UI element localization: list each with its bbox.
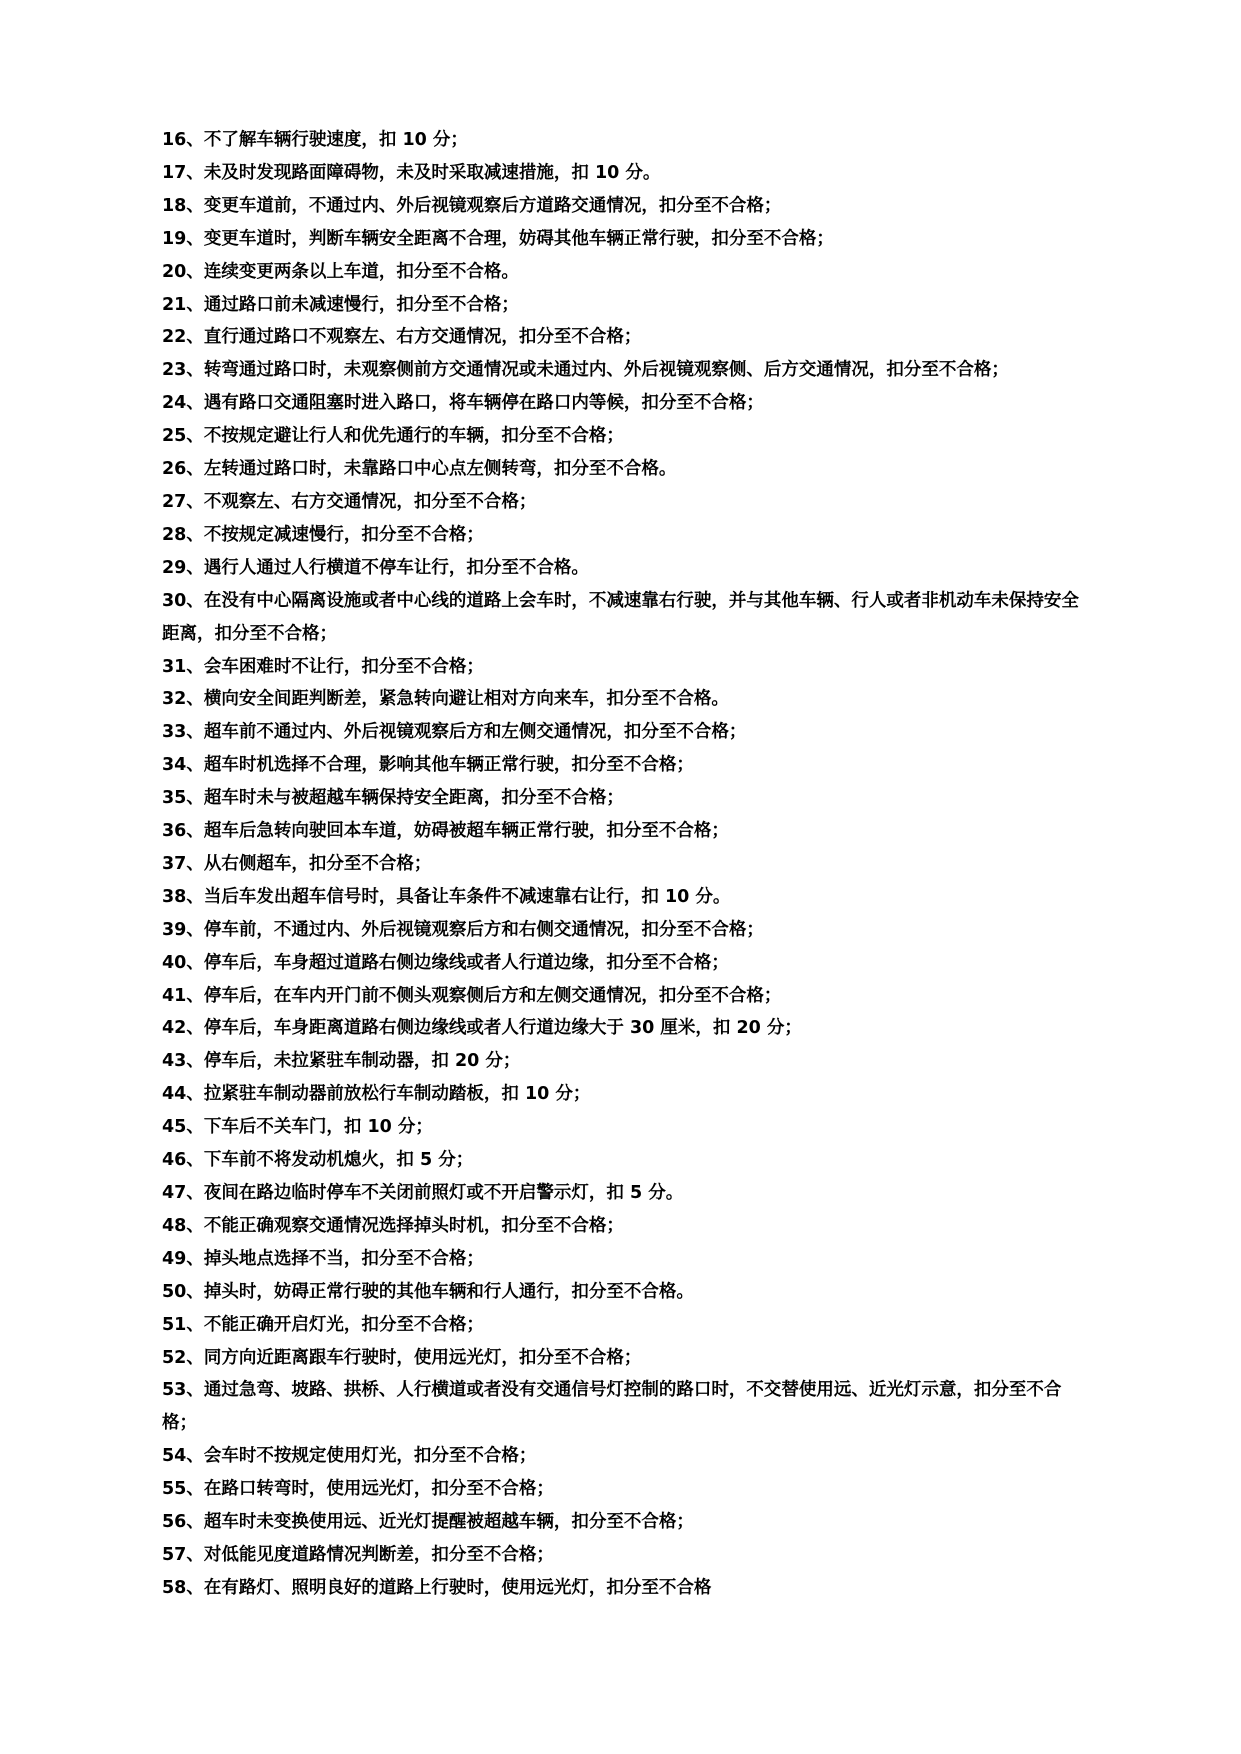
rule-item: 34、超车时机选择不合理，影响其他车辆正常行驶，扣分至不合格； <box>162 755 694 776</box>
rule-item: 28、不按规定减速慢行，扣分至不合格； <box>162 524 484 545</box>
rule-item: 29、遇行人通过人行横道不停车让行，扣分至不合格。 <box>162 557 589 578</box>
rule-item: 36、超车后急转向驶回本车道，妨碍被超车辆正常行驶，扣分至不合格； <box>162 821 729 842</box>
rule-item: 45、下车后不关车门，扣 10 分； <box>162 1117 433 1138</box>
rule-item: 52、同方向近距离跟车行驶时，使用远光灯，扣分至不合格； <box>162 1347 642 1368</box>
rule-item: 26、左转通过路口时，未靠路口中心点左侧转弯，扣分至不合格。 <box>162 459 677 480</box>
rule-item: 41、停车后，在车内开门前不侧头观察侧后方和左侧交通情况，扣分至不合格； <box>162 985 782 1006</box>
rule-item: 35、超车时未与被超越车辆保持安全距离，扣分至不合格； <box>162 788 624 809</box>
rule-item: 39、停车前，不通过内、外后视镜观察后方和右侧交通情况，扣分至不合格； <box>162 919 764 940</box>
rule-item: 38、当后车发出超车信号时，具备让车条件不减速靠右让行，扣 10 分。 <box>162 886 731 907</box>
rule-item: 22、直行通过路口不观察左、右方交通情况，扣分至不合格； <box>162 327 642 348</box>
rule-item: 46、下车前不将发动机熄火，扣 5 分； <box>162 1150 474 1171</box>
rule-item: 40、停车后，车身超过道路右侧边缘线或者人行道边缘，扣分至不合格； <box>162 952 729 973</box>
rule-item: 42、停车后，车身距离道路右侧边缘线或者人行道边缘大于 30 厘米，扣 20 分； <box>162 1018 802 1039</box>
rule-item: 17、未及时发现路面障碍物，未及时采取减速措施，扣 10 分。 <box>162 162 661 183</box>
rule-item: 54、会车时不按规定使用灯光，扣分至不合格； <box>162 1446 537 1467</box>
rule-item: 50、掉头时，妨碍正常行驶的其他车辆和行人通行，扣分至不合格。 <box>162 1281 694 1302</box>
rule-item: 58、在有路灯、照明良好的道路上行驶时，使用远光灯，扣分至不合格 <box>162 1577 712 1598</box>
rule-item: 51、不能正确开启灯光，扣分至不合格； <box>162 1314 484 1335</box>
rule-item: 20、连续变更两条以上车道，扣分至不合格。 <box>162 261 519 282</box>
rule-item: 57、对低能见度道路情况判断差，扣分至不合格； <box>162 1544 554 1565</box>
deduction-rule-list <box>162 124 1090 1605</box>
rule-item: 53、通过急弯、坡路、拱桥、人行横道或者没有交通信号灯控制的路口时，不交替使用远、近光灯示意，扣分至不合格； <box>162 1380 1062 1434</box>
rule-item: 48、不能正确观察交通情况选择掉头时机，扣分至不合格； <box>162 1215 624 1236</box>
rule-item: 31、会车困难时不让行，扣分至不合格； <box>162 656 484 677</box>
rule-item: 43、停车后，未拉紧驻车制动器，扣 20 分； <box>162 1051 521 1072</box>
rule-item: 49、掉头地点选择不当，扣分至不合格； <box>162 1248 484 1269</box>
rule-item: 24、遇有路口交通阻塞时进入路口，将车辆停在路口内等候，扣分至不合格； <box>162 393 764 414</box>
rule-item: 16、不了解车辆行驶速度，扣 10 分； <box>162 130 468 150</box>
rule-item: 44、拉紧驻车制动器前放松行车制动踏板，扣 10 分； <box>162 1084 591 1105</box>
rule-item: 47、夜间在路边临时停车不关闭前照灯或不开启警示灯，扣 5 分。 <box>162 1183 684 1203</box>
rule-item: 18、变更车道前，不通过内、外后视镜观察后方道路交通情况，扣分至不合格； <box>162 195 782 216</box>
rule-item: 30、在没有中心隔离设施或者中心线的道路上会车时，不减速靠右行驶，并与其他车辆、行人或者非机动车未保持安全距离，扣分至不合格； <box>162 590 1079 644</box>
rule-item: 21、通过路口前未减速慢行，扣分至不合格； <box>162 294 519 315</box>
rule-item: 19、变更车道时，判断车辆安全距离不合理，妨碍其他车辆正常行驶，扣分至不合格； <box>162 228 834 249</box>
rule-item: 25、不按规定避让行人和优先通行的车辆，扣分至不合格； <box>162 426 624 447</box>
rule-item: 23、转弯通过路口时，未观察侧前方交通情况或未通过内、外后视镜观察侧、后方交通情况，扣分至不合格； <box>162 360 1009 381</box>
rule-item: 56、超车时未变换使用远、近光灯提醒被超越车辆，扣分至不合格； <box>162 1512 694 1533</box>
rule-item: 27、不观察左、右方交通情况，扣分至不合格； <box>162 491 537 512</box>
rule-item: 37、从右侧超车，扣分至不合格； <box>162 853 432 874</box>
rule-item: 33、超车前不通过内、外后视镜观察后方和左侧交通情况，扣分至不合格； <box>162 722 747 743</box>
rule-item: 32、横向安全间距判断差，紧急转向避让相对方向来车，扣分至不合格。 <box>162 689 729 710</box>
rule-item: 55、在路口转弯时，使用远光灯，扣分至不合格； <box>162 1479 554 1500</box>
